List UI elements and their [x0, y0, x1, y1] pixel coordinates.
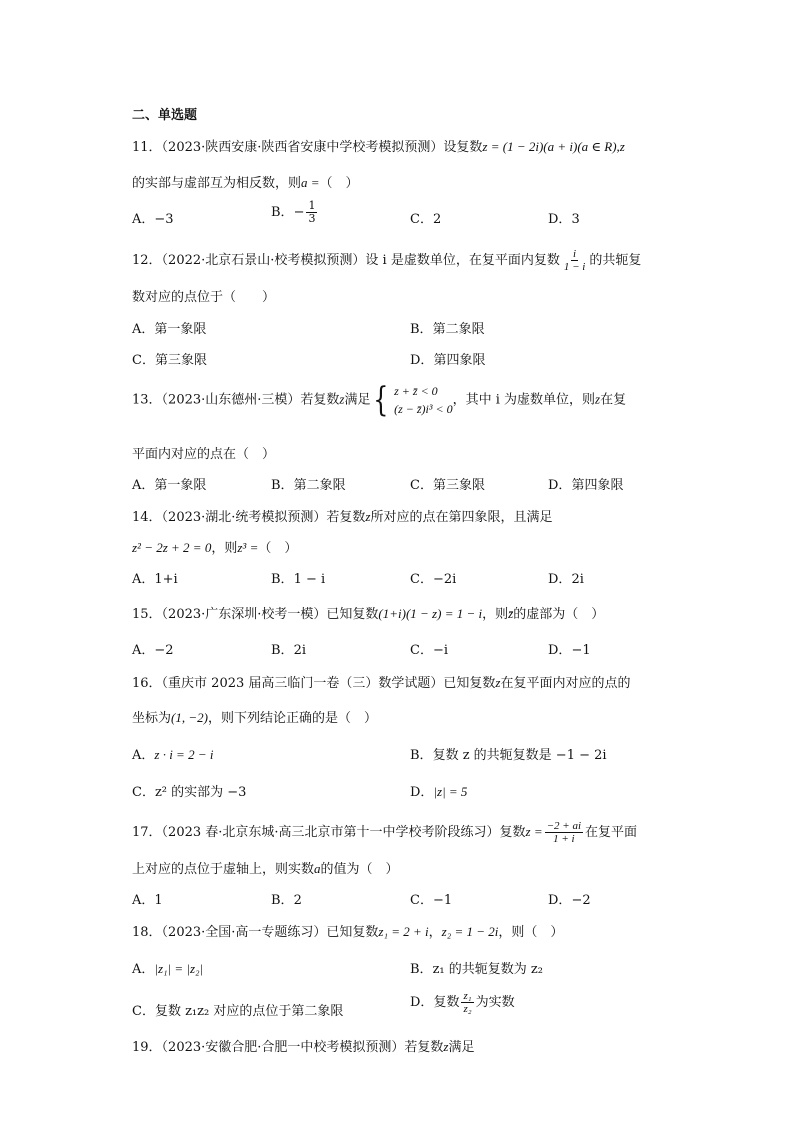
q18-option-c[interactable]: C．复数 z₁z₂ 对应的点位于第二象限 — [132, 1004, 344, 1019]
q18-option-a[interactable]: A．|z₁| = |z₂| — [132, 961, 204, 977]
q15-option-b[interactable]: B．2i — [271, 643, 306, 658]
question-13-line-2: 平面内对应的点在（ ） — [132, 447, 276, 462]
q14-option-d[interactable]: D．2i — [548, 572, 584, 587]
q11-option-b[interactable]: B．− $\frac{1}{3}$ — [271, 199, 316, 226]
section-title: 二、单选题 — [132, 108, 198, 123]
question-19-line-1: 19．（2023·安徽合肥·合肥一中校考模拟预测）若复数z满足 — [132, 1039, 475, 1055]
q17-option-c[interactable]: C．−1 — [410, 893, 453, 908]
question-18-line-1: 18．（2023·全国·高一专题练习）已知复数z₁ = 2 + i，z₂ = 1 − 2i，则（ ） — [132, 924, 564, 940]
question-17-line-2: 上对应的点位于虚轴上，则实数a的值为（ ） — [132, 861, 399, 877]
question-11-line-1: 11．（2023·陕西安康·陕西省安康中学校考模拟预测）设复数z = (1 − 2i)(a + i)(a ∈ R),z — [132, 139, 625, 155]
question-16-line-2: 坐标为(1, −2)，则下列结论正确的是（ ） — [132, 710, 377, 726]
q11-option-a[interactable]: A．−3 — [132, 212, 174, 227]
q14-option-a[interactable]: A．1+i — [132, 572, 178, 587]
question-11-line-2: 的实部与虚部互为相反数，则a =（ ） — [132, 175, 359, 191]
q15-option-d[interactable]: D．−1 — [548, 643, 591, 658]
q12-option-c[interactable]: C．第三象限 — [132, 353, 207, 368]
q14-option-b[interactable]: B．1 − i — [271, 572, 326, 587]
q17-option-d[interactable]: D．−2 — [548, 893, 591, 908]
q15-option-c[interactable]: C．−i — [410, 643, 449, 658]
q12-option-b[interactable]: B．第二象限 — [410, 322, 485, 337]
question-16-line-1: 16．（重庆市 2023 届高三临门一卷（三）数学试题）已知复数z在复平面内对应的点的 — [132, 675, 631, 691]
q11-option-c[interactable]: C．2 — [410, 212, 442, 227]
question-14-line-2: z² − 2z + 2 = 0，则z³ =（ ） — [132, 540, 298, 556]
q17-option-b[interactable]: B．2 — [271, 893, 302, 908]
question-14-line-1: 14．（2023·湖北·统考模拟预测）若复数z所对应的点在第四象限，且满足 — [132, 509, 553, 525]
q13-option-d[interactable]: D．第四象限 — [548, 478, 624, 493]
q13-option-a[interactable]: A．第一象限 — [132, 478, 207, 493]
q13-option-b[interactable]: B．第二象限 — [271, 478, 346, 493]
q13-option-c[interactable]: C．第三象限 — [410, 478, 485, 493]
q18-option-d[interactable]: D．复数 $\frac{\text{z₁}}{\text{z₂}}$ 为实数 — [410, 990, 515, 1016]
question-13-line-1: 13．（2023·山东德州·三模）若复数z满足{ z + z̄ < 0 (z − z̄)i³ < 0 ，其中 i 为虚数单位，则z在复 — [132, 380, 627, 420]
q16-option-b[interactable]: B．复数 z 的共轭复数是 −1 − 2i — [410, 748, 607, 763]
question-17-line-1: 17．（2023 春·北京东城·高三北京市第十一中学校考阶段练习）复数z = $\frac{-2 + ai}{1 + i}$ 在复平面 — [132, 820, 638, 846]
q16-option-a[interactable]: A．z · i = 2 − i — [132, 747, 214, 763]
q16-option-d[interactable]: D．|z| = 5 — [410, 784, 468, 800]
q15-option-a[interactable]: A．−2 — [132, 643, 174, 658]
question-12-line-2: 数对应的点位于（ ） — [132, 290, 276, 305]
q18-option-b[interactable]: B．z₁ 的共轭复数为 z₂ — [410, 962, 543, 977]
question-12-line-1: 12．（2022·北京石景山·校考模拟预测）设 i 是虚数单位，在复平面内复数 $\frac{i}{1 - i}$ 的共轭复 — [132, 248, 642, 274]
q17-option-a[interactable]: A．1 — [132, 893, 163, 908]
q12-option-a[interactable]: A．第一象限 — [132, 322, 207, 337]
q11-option-d[interactable]: D．3 — [548, 212, 580, 227]
q16-option-c[interactable]: C．z² 的实部为 −3 — [132, 785, 247, 800]
q14-option-c[interactable]: C．−2i — [410, 572, 457, 587]
q12-option-d[interactable]: D．第四象限 — [410, 353, 486, 368]
question-15-line-1: 15．（2023·广东深圳·校考一模）已知复数(1+i)(1 − z) = 1 − i，则z̄的虚部为（ ） — [132, 606, 605, 622]
